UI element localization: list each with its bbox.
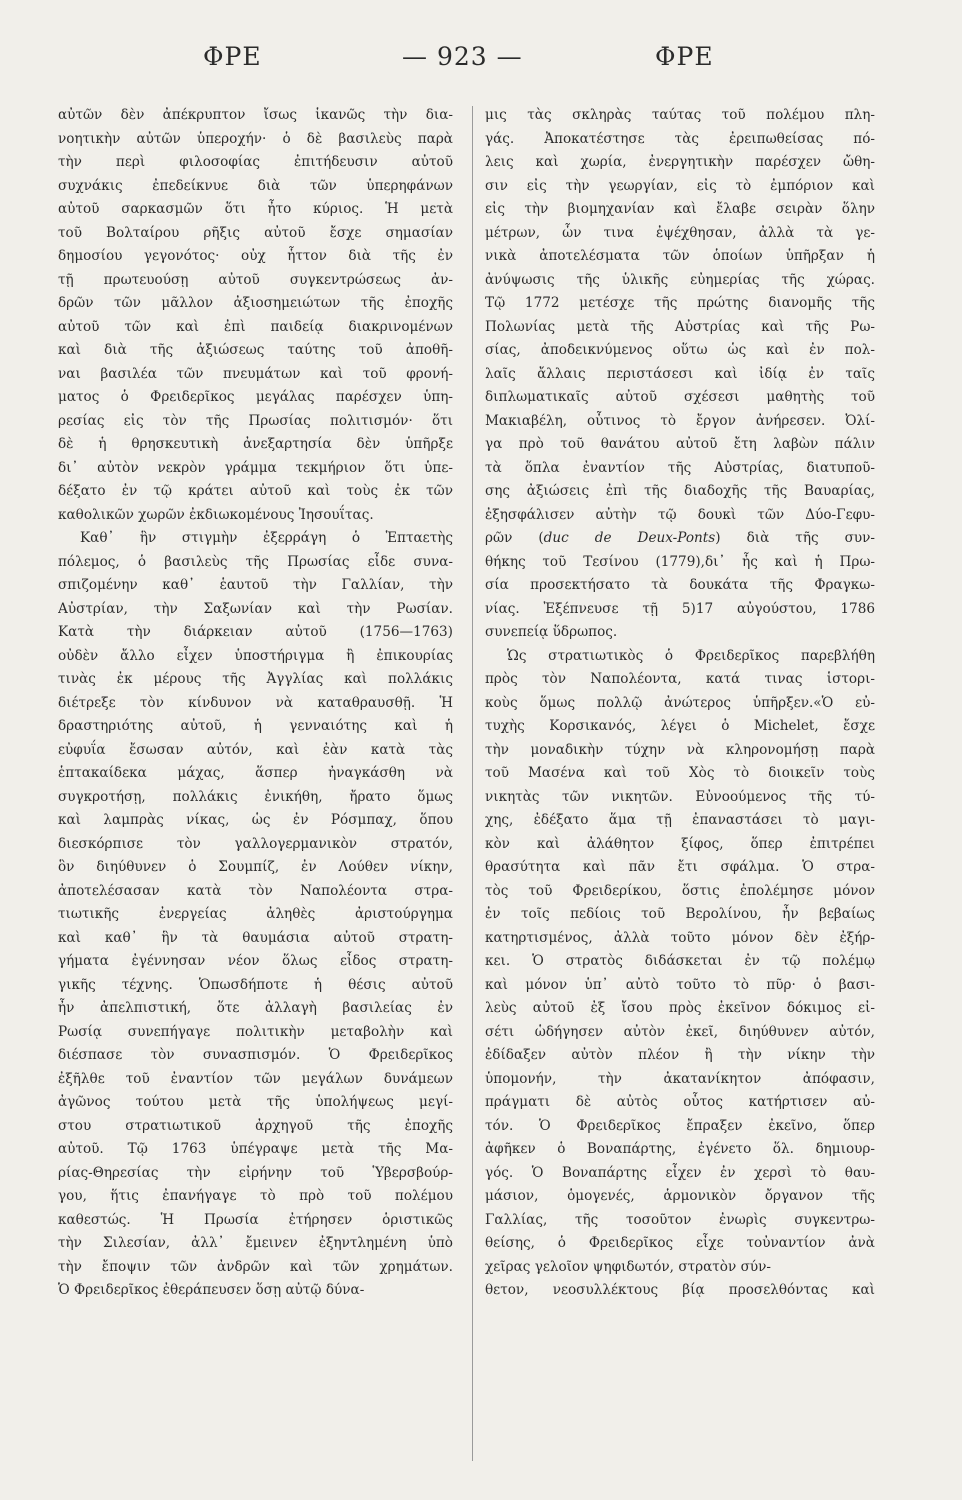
text-line: χης, ἐδέξατο ἅμα τῇ ἐπαναστάσει τὸ μαγι-	[485, 812, 875, 828]
text-line: τὸς τοῦ Φρειδερίκου, ὅστις ἐπολέμησε μόνον	[485, 882, 875, 899]
text-line: διέσπασε τὸν συνασπισμόν. Ὁ Φρειδερῖκος	[58, 1047, 453, 1063]
text-line: διεσκόρπισε τὸν γαλλογερμανικὸν στρατόν,	[58, 835, 453, 852]
text-line: ἀνύψωσις τῆς ὑλικῆς εὐημερίας τῆς χώρας.	[485, 271, 875, 288]
text-line: νίας. Ἐξέπνευσε τῇ 5)17 αὐγούστου, 1786	[485, 600, 875, 617]
text-line: γικῆς τέχνης. Ὁπωσδήποτε ἡ θέσις αὐτοῦ	[58, 976, 453, 993]
text-line: θρασύτητα καὶ πᾶν ἔτι σφάλμα. Ὁ στρα-	[485, 859, 875, 875]
text-line: κοὺς ὅμως πολλῷ ἀνώτερος ὑπῆρξεν.«Ὁ εὐ-	[485, 694, 875, 711]
text-line: γός. Ὁ Βοναπάρτης εἶχεν ἐν χερσὶ τὸ θαυ-	[485, 1164, 875, 1181]
text-line: Ὁ Φρειδερῖκος ἐθεράπευσεν ὅσῃ αὐτῷ δύνα-	[58, 1282, 365, 1298]
text-line: ὃν διηύθυνεν ὁ Σουμπίζ, ἐν Λούθεν νίκην,	[58, 859, 453, 875]
text-line: μέτρων, ὧν τινα ἐψέχθησαν, ἀλλὰ τὰ γε-	[485, 224, 875, 241]
text-line: Ὡς στρατιωτικὸς ὁ Φρειδερῖκος παρεβλήθη	[507, 647, 875, 664]
text-line: τῇ πρωτευούσῃ αὐτοῦ συγκεντρώσεως ἀν-	[58, 271, 453, 288]
text-line: ρίας-Θηρεσίας τὴν εἰρήνην τοῦ Ὑβερσβούρ-	[58, 1164, 453, 1181]
text-line: κει. Ὁ στρατὸς διδάσκεται ἐν τῷ πολέμῳ	[485, 953, 875, 969]
text-line: σιν εἰς τὴν γεωργίαν, εἰς τὸ ἐμπόριον καὶ	[485, 177, 875, 194]
text-line: Καθ᾽ ἣν στιγμὴν ἐξερράγη ὁ Ἑπταετὴς	[80, 530, 453, 546]
text-line: καὶ λαμπρὰς νίκας, ὡς ἐν Ρόσμπαχ, ὅπου	[58, 812, 453, 828]
text-line: ναι βασιλέα τῶν πνευμάτων καὶ τοῦ φρονή-	[58, 365, 453, 382]
text-line: τυχὴς Κορσικανός, λέγει ὁ Michelet, ἔσχε	[485, 718, 875, 734]
text-line: αὐτοῦ σαρκασμῶν ὅτι ἦτο κύριος. Ἡ μετὰ	[58, 201, 453, 217]
text-line: ἦν ἀπελπιστική, ὅτε ἀλλαγὴ βασιλείας ἐν	[58, 1000, 453, 1016]
text-line: δρῶν τῶν μᾶλλον ἀξιοσημειώτων τῆς ἐποχῆς	[58, 295, 453, 311]
left-text-column	[58, 104, 453, 1303]
text-line: συχνάκις ἐπεδείκνυε διὰ τῶν ὑπερηφάνων	[58, 177, 453, 194]
text-line: λεὺς αὐτοῦ ἐξ ἴσου πρὸς ἐκεῖνον δόκιμος εἰ-	[485, 1000, 875, 1016]
text-line: Κατὰ τὴν διάρκειαν αὐτοῦ (1756—1763)	[58, 624, 453, 640]
text-line: Πολωνίας μετὰ τῆς Αὐστρίας καὶ τῆς Ρω-	[485, 318, 875, 335]
text-line: πρὸς τὸν Ναπολέοντα, κατά τινας ἱστορι-	[485, 671, 875, 687]
text-line: τόν. Ὁ Φρειδερῖκος ἔπραξεν ἐκεῖνο, ὅπερ	[485, 1117, 875, 1134]
text-line: ἀποτελέσασαν κατὰ τὸν Ναπολέοντα στρα-	[58, 882, 453, 899]
text-line: συγκροτήσῃ, πολλάκις ἐνικήθη, ἤρατο ὅμως	[58, 788, 453, 805]
text-line: νικὰ ἀποτελέσματα τῶν ὁποίων ὑπῆρξαν ἡ	[485, 248, 875, 264]
text-line: ἐν τοῖς πεδίοις τοῦ Βερολίνου, ἦν βεβαίως	[485, 906, 875, 922]
header-right-running-head: ΦΡΕ	[655, 42, 714, 71]
text-line: ἐξησφάλισεν αὐτὴν τῷ δουκὶ τῶν Δύο-Γεφυ-	[485, 506, 875, 523]
text-line: ἀφῆκεν ὁ Βοναπάρτης, ἐγένετο ὅλ. δημιουρ-	[485, 1141, 875, 1157]
text-line: σίας, ἀποδεικνύμενος οὕτω ὡς καὶ ἐν πολ-	[485, 342, 875, 358]
text-line: αὐτοῦ τῶν καὶ ἐπὶ παιδείᾳ διακρινομένων	[58, 318, 453, 335]
text-line: μάσιον, ὁμογενές, ἁρμονικὸν ὄργανον τῆς	[485, 1188, 875, 1204]
text-line: Μακιαβέλη, οὗτινος τὸ ἔργον ἀνήρεσεν. Ὀλί-	[485, 412, 875, 429]
text-line: πόλεμος, ὁ βασιλεὺς τῆς Πρωσίας εἶδε συνα-	[58, 553, 453, 570]
text-line: γάς. Ἀποκατέστησε τὰς ἐρειπωθείσας πό-	[485, 130, 875, 147]
text-line: ρεσίας εἰς τὸν τῆς Πρωσίας πολιτισμόν· ὅτι	[58, 412, 453, 429]
text-line: τὴν ἔποψιν τῶν ἀνδρῶν καὶ τῶν χρημάτων.	[58, 1258, 453, 1275]
text-line: δημοσίου γεγονότος· οὐχ ἧττον διὰ τῆς ἐν	[58, 248, 453, 264]
text-line: αὐτοῦ. Τῷ 1763 ὑπέγραψε μετὰ τῆς Μα-	[58, 1141, 453, 1157]
text-line: θετον, νεοσυλλέκτους βίᾳ προσελθόντας καὶ	[485, 1282, 875, 1298]
text-line: σπιζομένην καθ᾽ ἑαυτοῦ τὴν Γαλλίαν, τὴν	[58, 577, 453, 593]
text-line: τιωτικῆς ἐνεργείας ἀληθὲς ἀριστούργημα	[58, 906, 453, 922]
header-left-running-head: ΦΡΕ	[203, 42, 262, 71]
text-line: διπλωματικαῖς αὐτοῦ σχέσεσι μαθητὴς τοῦ	[485, 389, 875, 405]
text-line: τὰ ὅπλα ἐναντίον τῆς Αὐστρίας, διατυποῦ-	[485, 459, 875, 476]
text-line: δὲ ἡ θρησκευτικὴ ἀνεξαρτησία δὲν ὑπῆρξε	[58, 436, 453, 452]
text-line: καὶ μόνον ὑπ᾽ αὐτὸ τοῦτο τὸ πῦρ· ὁ βασι-	[485, 976, 875, 993]
text-line: ἑπτακαίδεκα μάχας, ἅσπερ ἠναγκάσθη νὰ	[58, 765, 453, 781]
text-line: νοητικὴν αὐτῶν ὑπεροχήν· ὁ δὲ βασιλεὺς παρὰ	[58, 130, 453, 147]
text-line: σέτι ὡδήγησεν αὐτὸν ἐκεῖ, διηύθυνεν αὐτόν,	[485, 1023, 875, 1040]
text-line: στου στρατιωτικοῦ ἀρχηγοῦ τῆς ἐποχῆς	[58, 1117, 453, 1134]
text-line: τοῦ Μασένα καὶ τοῦ Χὸς τὸ διοικεῖν τοὺς	[485, 765, 875, 781]
text-line: χεῖρας γελοῖον ψηφιδωτόν, στρατὸν σύν-	[485, 1258, 771, 1275]
text-line: μις τὰς σκληρὰς ταύτας τοῦ πολέμου πλη-	[485, 107, 875, 123]
text-line: ἐδίδαξεν αὐτὸν πλέον ἢ τὴν νίκην τὴν	[485, 1047, 875, 1063]
text-line: οὐδὲν ἄλλο εἶχεν ὑποστήριγμα ἢ ἐπικουρίας	[58, 647, 453, 664]
text-line: θείσης, ὁ Φρειδερῖκος εἶχε τοὐναντίον ἀνὰ	[485, 1235, 875, 1251]
text-line: εὐφυΐα ἔσωσαν αὐτόν, καὶ ἐὰν κατὰ τὰς	[58, 741, 453, 758]
text-line: διέτρεξε τὸν κίνδυνον νὰ καταθραυσθῇ. Ἡ	[58, 694, 453, 711]
text-line: δέξατο ἐν τῷ κράτει αὐτοῦ καὶ τοὺς ἐκ τῶν	[58, 483, 453, 499]
column-divider	[472, 106, 473, 1461]
text-line: ὑπομονήν, τὴν ἀκατανίκητον ἀπόφασιν,	[485, 1070, 875, 1087]
page-number: — 923 —	[402, 42, 523, 71]
text-line: δραστηριότης αὐτοῦ, ἡ γενναιότης καὶ ἡ	[58, 718, 453, 734]
text-line: τὴν Σιλεσίαν, ἀλλ᾽ ἔμεινεν ἐξηντλημένη ὑπὸ	[58, 1235, 453, 1251]
french-title: duc de Deux-Ponts	[543, 530, 716, 546]
text-line: θήκης τοῦ Τεσίνου (1779),δι᾽ ἧς καὶ ἡ Πρω-	[485, 553, 875, 570]
text-line: σία προσεκτήσατο τὰ δουκάτα τῆς Φραγκω-	[485, 577, 875, 593]
text-line: γήματα ἐγέννησαν νέον ὅλως εἶδος στρατη-	[58, 953, 453, 969]
text-line: τὴν περὶ φιλοσοφίας ἐπιτήδευσιν αὐτοῦ	[58, 154, 453, 170]
text-line: ματος ὁ Φρειδερῖκος μεγάλας παρέσχεν ὑπη-	[58, 389, 453, 405]
text-line: καὶ καθ᾽ ἣν τὰ θαυμάσια αὐτοῦ στρατη-	[58, 929, 453, 946]
text-line: αὐτῶν δὲν ἀπέκρυπτον ἴσως ἱκανῶς τὴν δια-	[58, 107, 453, 123]
text-line: εἰς τὴν βιομηχανίαν καὶ ἔλαβε σειρὰν ὅλην	[485, 201, 875, 217]
text-line: Ρωσίᾳ συνεπήγαγε πολιτικὴν μεταβολὴν καὶ	[58, 1023, 453, 1040]
text-line: λεις καὶ χωρία, ἐνεργητικὴν παρέσχεν ὤθη-	[485, 154, 875, 170]
text-line: δι᾽ αὐτὸν νεκρὸν γράμμα τεκμήριον ὅτι ὑπε-	[58, 459, 453, 476]
text-line: καὶ διὰ τῆς ἀξιώσεως ταύτης τοῦ ἀποθῆ-	[58, 342, 453, 358]
text-line: συνεπείᾳ ὕδρωπος.	[485, 624, 618, 640]
text-line: λαῖς ἄλλαις περιστάσεσι καὶ ἰδίᾳ ἐν ταῖς	[485, 365, 875, 382]
text-line: Γαλλίας, τῆς τοσοῦτον ἐνωρὶς συγκεντρω-	[485, 1211, 875, 1228]
right-text-column	[485, 104, 875, 1303]
text-line: Αὐστρίαν, τὴν Σαξωνίαν καὶ τὴν Ρωσίαν.	[58, 600, 453, 617]
page-header	[0, 42, 962, 82]
text-line: τινὰς ἐκ μέρους τῆς Ἀγγλίας καὶ πολλάκις	[58, 671, 453, 687]
text-line: γου, ἥτις ἐπανήγαγε τὸ πρὸ τοῦ πολέμου	[58, 1188, 453, 1204]
text-line: γα πρὸ τοῦ θανάτου αὐτοῦ ἔτη λαβὼν πάλιν	[485, 436, 875, 452]
text-line: Τῷ 1772 μετέσχε τῆς πρώτης διανομῆς τῆς	[485, 295, 875, 311]
text-line: καθεστώς. Ἡ Πρωσία ἐτήρησεν ὁριστικῶς	[58, 1211, 453, 1228]
text-line: ρῶν (duc de Deux-Ponts) διὰ τῆς συν-	[485, 530, 875, 546]
text-line: κὸν καὶ ἀλάθητον ξίφος, ὅπερ ἐπιτρέπει	[485, 835, 875, 852]
text-line: τὴν μοναδικὴν τύχην νὰ κληρονομήσῃ παρὰ	[485, 741, 875, 758]
text-line: ἐξῆλθε τοῦ ἐναντίον τῶν μεγάλων δυνάμεων	[58, 1070, 453, 1087]
text-line: τοῦ Βολταίρου ρῆξις αὐτοῦ ἔσχε σημασίαν	[58, 224, 453, 241]
text-line: νικητὰς τῶν νικητῶν. Εὐνοούμενος τῆς τύ-	[485, 788, 875, 805]
text-line: καθολικῶν χωρῶν ἐκδιωκομένους Ἰησουΐτας.	[58, 506, 374, 523]
text-line: σης ἀξιώσεις ἐπὶ τῆς διαδοχῆς τῆς Βαυαρίας,	[485, 483, 875, 499]
text-line: κατηρτισμένος, ἀλλὰ τοῦτο μόνον δὲν ἐξήρ-	[485, 929, 875, 946]
text-line: πράγματι δὲ αὐτὸς οὗτος κατήρτισεν αὐ-	[485, 1094, 875, 1110]
text-line: ἀγῶνος τούτου μετὰ τῆς ὑπολήψεως μεγί-	[58, 1094, 453, 1110]
